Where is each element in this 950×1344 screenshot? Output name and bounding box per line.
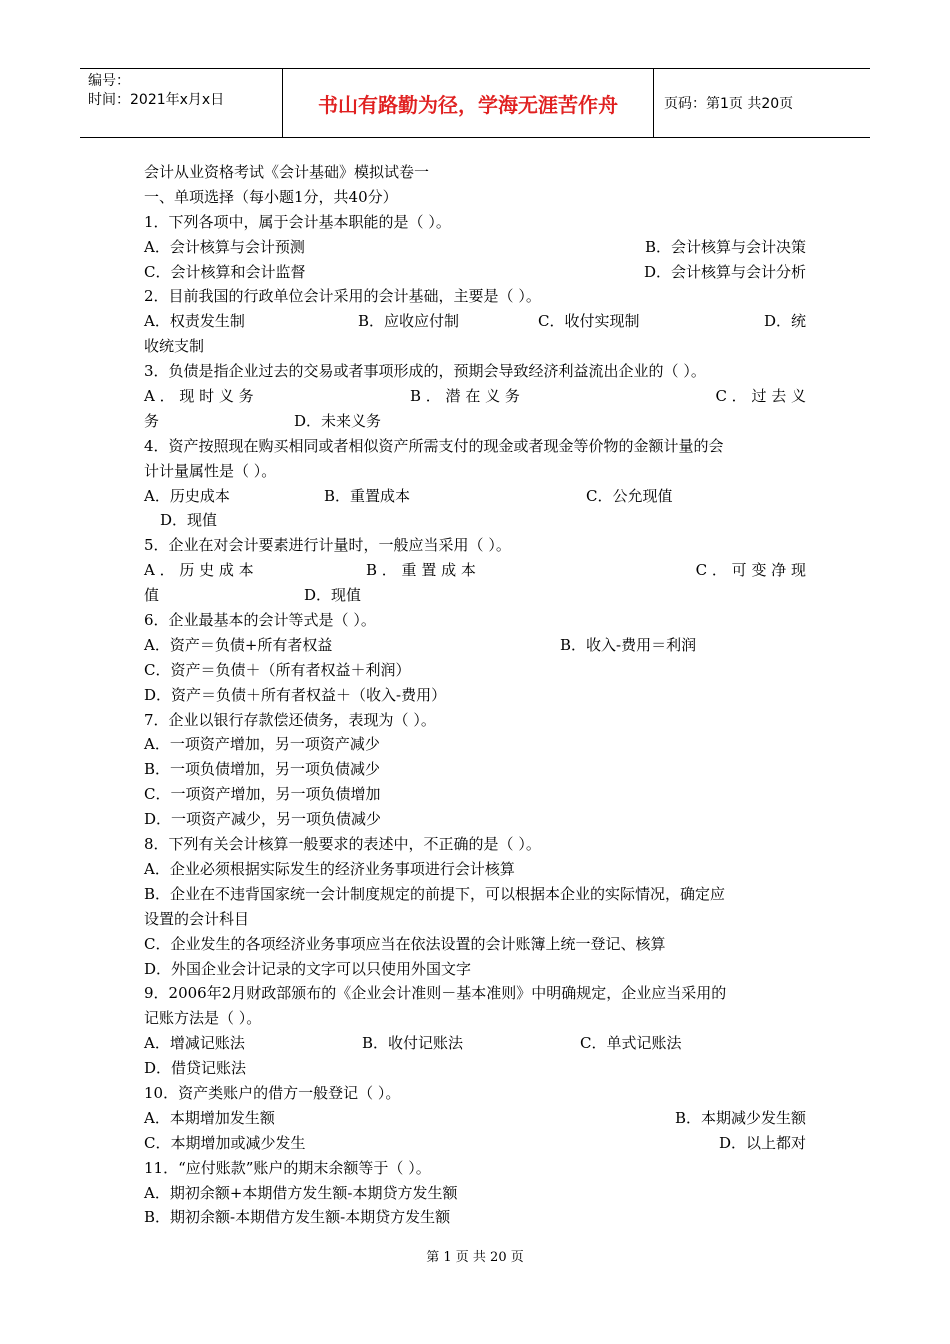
- text-line: A．期初余额+本期借方发生额-本期贷方发生额: [144, 1183, 458, 1202]
- text-line: 7．企业以银行存款偿还债务，表现为（ ）。: [144, 710, 436, 729]
- option-text: A．会计核算与会计预测: [144, 237, 305, 256]
- text-line: 10．资产类账户的借方一般登记（ ）。: [144, 1083, 401, 1102]
- text-line: [144, 1131, 806, 1156]
- text-line: [144, 235, 806, 260]
- number-label: 编号：: [88, 73, 130, 89]
- date-label: 时间：2021年x月x日: [88, 92, 225, 108]
- text-line: D．资产＝负债＋所有者权益＋（收入-费用）: [144, 685, 447, 704]
- text-line: D．现值: [160, 511, 218, 530]
- text-line: [144, 558, 806, 583]
- text-line: C．一项资产增加，另一项负债增加: [144, 785, 381, 804]
- text-line: [144, 409, 806, 434]
- text-line: 记账方法是（ ）。: [144, 1009, 262, 1028]
- option-text: C ． 过 去 义: [715, 387, 806, 406]
- page-info: 页码：第1页 共20页: [664, 96, 794, 112]
- text-line: A．一项资产增加，另一项资产减少: [144, 735, 380, 754]
- text-line: 一、单项选择（每小题1分，共40分）: [144, 187, 398, 206]
- page-footer: 第 1 页 共 20 页: [426, 1250, 524, 1265]
- text-line: A．企业必须根据实际发生的经济业务事项进行会计核算: [144, 859, 515, 878]
- option-text: B．重置成本: [324, 486, 411, 505]
- option-text: A．资产＝负债+所有者权益: [144, 635, 333, 654]
- option-text: D．会计核算与会计分析: [643, 262, 806, 281]
- option-text: A．权责发生制: [144, 312, 245, 331]
- text-line: D．外国企业会计记录的文字可以只使用外国文字: [144, 959, 472, 978]
- option-text: B．收入-费用＝利润: [560, 635, 697, 654]
- text-line: 4．资产按照现在购买相同或者相似资产所需支付的现金或者现金等价物的金额计量的会: [144, 436, 724, 455]
- text-line: 设置的会计科目: [144, 909, 250, 928]
- option-text: C．公允现值: [586, 486, 673, 505]
- option-text: B．应收应付制: [358, 312, 460, 331]
- option-text: 务: [144, 411, 160, 430]
- exam-content: [144, 160, 806, 1230]
- text-line: D．借贷记账法: [144, 1059, 247, 1078]
- text-line: [144, 1106, 806, 1131]
- text-line: C．资产＝负债＋（所有者权益＋利润）: [144, 660, 411, 679]
- option-text: A ． 现 时 义 务: [144, 387, 254, 406]
- text-line: 1．下列各项中，属于会计基本职能的是（ ）。: [144, 212, 451, 231]
- text-line: 3．负债是指企业过去的交易或者事项形成的，预期会导致经济利益流出企业的（ ）。: [144, 362, 706, 381]
- text-line: [144, 260, 806, 285]
- option-text: D．未来义务: [294, 411, 382, 430]
- text-line: B．企业在不违背国家统一会计制度规定的前提下，可以根据本企业的实际情况，确定应: [144, 884, 726, 903]
- motto: 书山有路勤为径，学海无涯苦作舟: [282, 69, 654, 137]
- option-text: B．会计核算与会计决策: [644, 237, 806, 256]
- text-line: 计计量属性是（ ）。: [144, 461, 277, 480]
- text-line: [144, 309, 806, 334]
- text-line: C．企业发生的各项经济业务事项应当在依法设置的会计账簿上统一登记、核算: [144, 934, 666, 953]
- text-line: 11．“应付账款”账户的期末余额等于（ ）。: [144, 1158, 431, 1177]
- option-text: A．本期增加发生额: [144, 1108, 275, 1127]
- text-line: D．一项资产减少，另一项负债减少: [144, 810, 382, 829]
- text-line: 会计从业资格考试《会计基础》模拟试卷一: [144, 163, 430, 181]
- option-text: C ． 可 变 净 现: [695, 561, 806, 580]
- option-text: D．现值: [304, 586, 362, 605]
- option-text: C．本期增加或减少发生: [144, 1133, 306, 1152]
- option-text: B．本期减少发生额: [674, 1108, 806, 1127]
- text-line: B．期初余额-本期借方发生额-本期贷方发生额: [144, 1208, 451, 1227]
- text-line: 6．企业最基本的会计等式是（ ）。: [144, 611, 376, 630]
- option-text: B ． 重 置 成 本: [366, 561, 476, 580]
- option-text: A．历史成本: [144, 486, 230, 505]
- text-line: 8．下列有关会计核算一般要求的表述中，不正确的是（ ）。: [144, 835, 541, 854]
- option-text: C．会计核算和会计监督: [144, 262, 306, 281]
- option-text: C．收付实现制: [538, 312, 640, 331]
- text-line: 5．企业在对会计要素进行计量时，一般应当采用（ ）。: [144, 536, 511, 555]
- text-line: 2．目前我国的行政单位会计采用的会计基础，主要是（ ）。: [144, 287, 541, 306]
- option-text: A．增减记账法: [144, 1034, 245, 1053]
- text-line: [144, 1031, 806, 1056]
- text-line: B．一项负债增加，另一项负债减少: [144, 760, 381, 779]
- option-text: D．以上都对: [718, 1133, 806, 1152]
- option-text: C．单式记账法: [580, 1034, 682, 1053]
- option-text: B ． 潜 在 义 务: [410, 387, 520, 406]
- header-meta: [80, 69, 282, 137]
- option-text: B．收付记账法: [362, 1034, 464, 1053]
- text-line: 收统支制: [144, 337, 205, 356]
- text-line: [144, 633, 806, 658]
- option-text: A ． 历 史 成 本: [144, 561, 254, 580]
- option-text: 值: [144, 586, 160, 605]
- text-line: [144, 384, 806, 409]
- option-text: D．统: [763, 312, 806, 331]
- text-line: [144, 484, 806, 509]
- page-header: [80, 68, 870, 138]
- text-line: 9．2006年2月财政部颁布的《企业会计准则－基本准则》中明确规定，企业应当采用的: [144, 984, 727, 1003]
- text-line: [144, 583, 806, 608]
